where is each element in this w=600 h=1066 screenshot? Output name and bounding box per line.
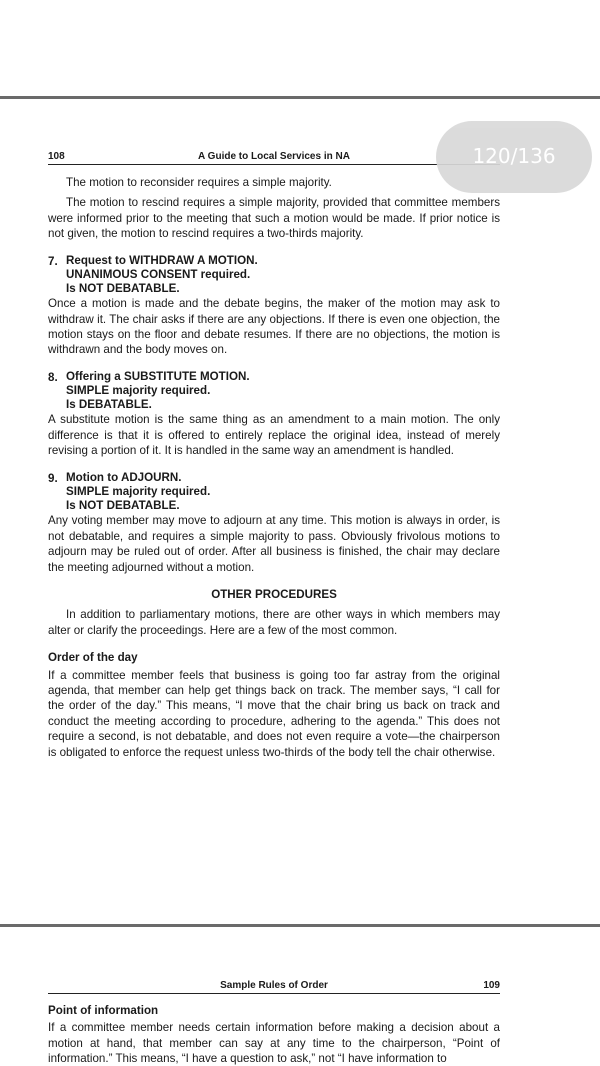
item-requirement: SIMPLE majority required.	[66, 484, 211, 498]
paragraph-rescind: The motion to rescind requires a simple majority, provided that committee members were informed prior to the meeting that such a motion would be made. If prior notice is not given, the motion to rescind requires a two-thirds majority.	[48, 196, 500, 241]
page-body	[48, 1003, 500, 1066]
page-number: 109	[483, 980, 500, 991]
running-title: A Guide to Local Services in NA	[198, 151, 350, 162]
paragraph-point-of-information: If a committee member needs certain information before making a decision about a motion at hand, that member can say at any time to the chairperson, “Point of information.” This means, “I have a question to ask,” not “I have information to	[48, 1021, 500, 1066]
paragraph-other-intro: In addition to parliamentary motions, there are other ways in which members may alter or clarify the proceedings. Here are a few of the most common.	[48, 608, 500, 637]
running-title: Sample Rules of Order	[220, 980, 328, 991]
subsection-heading: Point of information	[48, 1004, 159, 1017]
item-number: 7.	[48, 254, 58, 268]
page-separator	[0, 96, 600, 99]
item-debatable: Is DEBATABLE.	[66, 398, 152, 412]
item-8-heading	[48, 370, 500, 413]
page-separator	[0, 924, 600, 927]
item-8-text: A substitute motion is the same thing as an amendment to a main motion. The only difference is that it is offered to entirely replace the original idea, instead of merely revising a portion of it. It is handled in the same way an amendment is handled.	[48, 413, 500, 458]
item-debatable: Is NOT DEBATABLE.	[66, 282, 180, 296]
item-title: Offering a SUBSTITUTE MOTION.	[66, 369, 250, 383]
item-9-heading	[48, 471, 500, 514]
item-requirement: SIMPLE majority required.	[66, 384, 211, 398]
page-counter-badge: 120/136	[436, 121, 592, 193]
page-body	[48, 175, 500, 760]
subsection-heading: Order of the day	[48, 651, 138, 665]
running-header	[48, 980, 500, 994]
item-debatable: Is NOT DEBATABLE.	[66, 499, 180, 513]
section-heading: OTHER PROCEDURES	[211, 587, 337, 601]
paragraph-order-of-day: If a committee member feels that business is going too far astray from the original agenda, that member can help get things back on track. The member says, “I call for the order of the day.” This means, “I move that the chair bring us back on track and conduct the meeting according to procedure, adhering to the agenda.” This does not require a second, is not debatable, and does not even require a vote—the chairperson is obligated to enforce the request unless two-thirds of the body tell the chair otherwise.	[48, 668, 500, 759]
item-7-text: Once a motion is made and the debate begins, the maker of the motion may ask to withdraw it. The chair asks if there are any objections. If there is even one objection, the motion stays on the floor and debate resumes. If there are no objections, the motion is withdrawn and the body moves on.	[48, 297, 500, 357]
item-7-heading	[48, 254, 500, 297]
item-number: 9.	[48, 471, 58, 485]
running-header	[48, 151, 500, 165]
item-requirement: UNANIMOUS CONSENT required.	[66, 267, 251, 281]
paragraph-reconsider: The motion to reconsider requires a simple majority.	[66, 176, 332, 189]
page-number: 108	[48, 151, 65, 162]
item-number: 8.	[48, 370, 58, 384]
item-title: Motion to ADJOURN.	[66, 470, 182, 484]
item-9-text: Any voting member may move to adjourn at any time. This motion is always in order, is not debatable, and requires a simple majority to pass. Obviously frivolous motions to adjourn may be ruled out of order. After all business is finished, the chair may declare the meeting adjourned without a motion.	[48, 514, 500, 574]
item-title: Request to WITHDRAW A MOTION.	[66, 253, 258, 267]
